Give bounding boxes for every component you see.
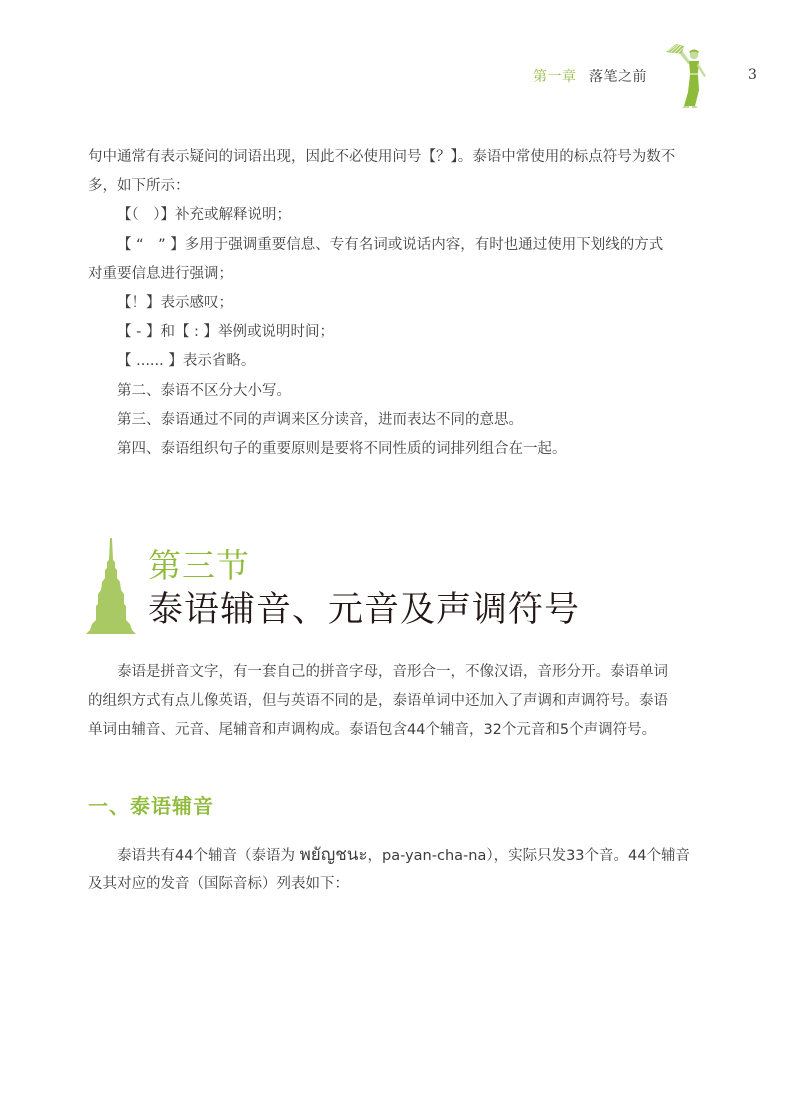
text-segment: 泰语共有44个辅音（泰语为: [117, 848, 300, 864]
list-item: 【 ...... 】表示省略。: [117, 353, 256, 370]
chapter-title: 落笔之前: [589, 69, 647, 85]
punctuation-paragraph: [88, 143, 728, 464]
section-heading: [86, 538, 646, 638]
text-line: 第三、泰语通过不同的声调来区分读音，进而表达不同的意思。: [117, 411, 523, 428]
list-item: 【 “ ” 】多用于强调重要信息、专有名词或说话内容，有时也通过使用下划线的方式: [117, 236, 664, 253]
section-title: 泰语辅音、元音及声调符号: [148, 590, 581, 630]
subsection-title: 一、泰语辅音: [88, 794, 214, 818]
dancer-with-fan-icon: [662, 42, 722, 112]
consonants-paragraph: [88, 841, 728, 899]
text-line: 对重要信息进行强调；: [88, 265, 233, 282]
text-line: 第二、泰语不区分大小写。: [117, 382, 291, 399]
text-line: 多，如下所示：: [88, 178, 190, 195]
text-line: 的组织方式有点儿像英语，但与英语不同的是，泰语单词中还加入了声调和声调符号。泰语: [88, 693, 668, 710]
list-item: 【！】表示感叹；: [117, 294, 233, 311]
page-number: 3: [748, 67, 757, 83]
list-item: 【 - 】和【 : 】举例或说明时间；: [117, 324, 335, 341]
text-line: 句中通常有表示疑问的词语出现，因此不必使用问号【？】。泰语中常使用的标点符号为数不: [88, 149, 676, 165]
text-segment: ，pa-yan-cha-na），实际只发33个音。44个辅音: [367, 848, 690, 864]
section-number: 第三节: [148, 546, 250, 585]
chapter-label: 第一章: [533, 69, 577, 85]
intro-paragraph: [88, 658, 728, 746]
thai-word: พยัญชนะ: [299, 845, 368, 865]
pagoda-icon: [86, 538, 136, 634]
text-line: 单词由辅音、元音、尾辅音和声调构成。泰语包含44个辅音，32个元音和5个声调符号。: [88, 722, 657, 739]
text-line: [88, 841, 728, 870]
page-header: [0, 0, 790, 120]
text-line: 泰语是拼音文字，有一套自己的拼音字母，音形合一，不像汉语，音形分开。泰语单词: [117, 664, 668, 680]
text-line: 第四、泰语组织句子的重要原则是要将不同性质的词排列组合在一起。: [117, 440, 567, 457]
list-item: 【（ ）】补充或解释说明；: [117, 207, 291, 224]
text-line: 及其对应的发音（国际音标）列表如下：: [88, 876, 349, 893]
